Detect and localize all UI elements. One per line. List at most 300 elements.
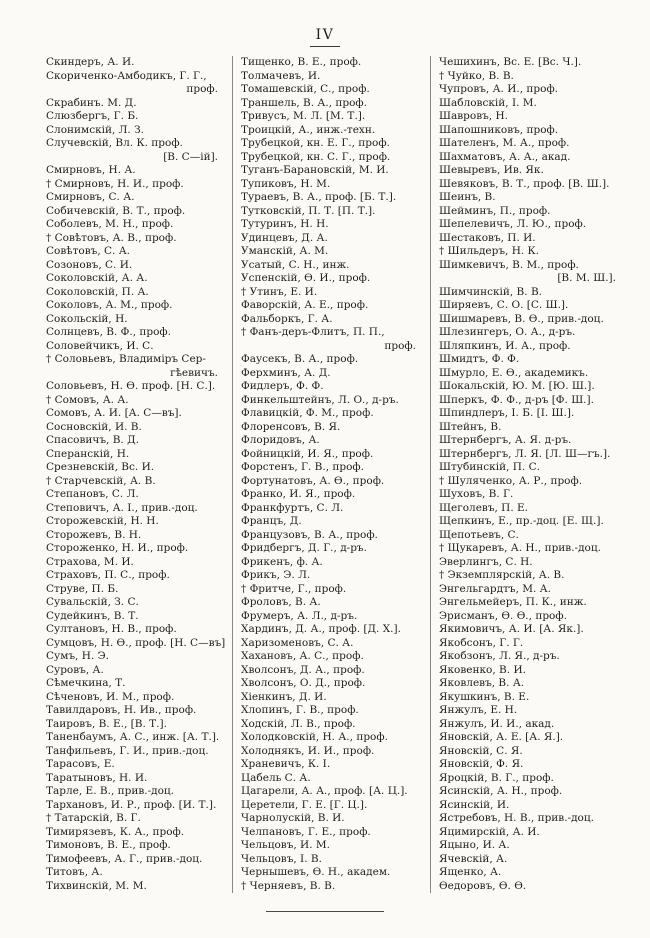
entry-text: Солнцевъ, В. Ф., проф. [46, 326, 171, 338]
entry-text: Сумцовъ, Н. Ѳ., проф. [Н. С—въ] [46, 636, 226, 649]
list-item [241, 596, 430, 610]
list-item [241, 448, 430, 462]
list-item [439, 569, 630, 583]
entry-text: Сѣмечкина, Т. [46, 677, 126, 689]
entry-continuation-text: проф. [186, 83, 218, 95]
list-item [439, 839, 630, 853]
list-item [46, 299, 232, 313]
entry-text: Франко, И. Я., проф. [241, 488, 356, 500]
entry-text: Шимчинскій, В. В. [439, 285, 543, 298]
list-item [46, 353, 232, 380]
list-item [241, 745, 430, 759]
page-number: IV [310, 27, 341, 47]
list-item [439, 826, 630, 840]
list-item [241, 421, 430, 435]
list-item [241, 664, 430, 678]
entry-text: Шмидтъ, Ф. Ф. [439, 353, 520, 365]
entry-text: Штернбергъ, Л. Я. [Л. Ш—гъ.]. [439, 447, 611, 460]
entry-text: Якобзонъ, Л. Я., д-ръ. [439, 650, 560, 662]
list-item [46, 785, 232, 799]
list-item [241, 164, 430, 178]
entry-text: Эверлингъ, С. Н. [439, 555, 533, 568]
list-item [439, 421, 630, 435]
list-item [46, 542, 232, 556]
entry-text: Случевскій, Вл. К. проф. [46, 137, 183, 149]
name-column-2 [232, 56, 430, 893]
entry-text: Собичевскій, В. Т., проф. [46, 204, 186, 217]
entry-text: Совѣтовъ, С. А. [46, 245, 130, 257]
entry-text: Струве, П. Б. [46, 582, 119, 595]
entry-text: Ферхминъ, А. Д. [241, 366, 331, 379]
entry-text: † Шильдеръ, Н. К. [439, 245, 540, 257]
list-item [241, 515, 430, 529]
entry-text: Чернышевъ, Ѳ. Н., академ. [241, 866, 391, 878]
entry-text: Сокольскій, Н. [46, 312, 128, 325]
entry-text: Скориченко-Амбодикъ, Г. Г., [46, 69, 207, 82]
list-item [46, 380, 232, 394]
list-item [439, 164, 630, 178]
entry-text: Сѣченовъ, И. М., проф. [46, 690, 175, 703]
list-item [439, 110, 630, 124]
list-item [439, 380, 630, 394]
entry-text: Таненбаумъ, А. С., инж. [А. Т.]. [46, 731, 220, 743]
list-item [439, 785, 630, 799]
entry-text: † Экземплярскій, А. В. [439, 569, 565, 581]
list-item [439, 691, 630, 705]
list-item [46, 812, 232, 826]
entry-text: Соколовскій, А. А. [46, 272, 148, 284]
entry-text: Хахановъ, А. С., проф. [241, 650, 364, 662]
entry-text: Фрумеръ, А. Л., д-ръ. [241, 609, 358, 622]
entry-text: Созоновъ, С. И. [46, 258, 133, 271]
entry-text: Сторожевъ, В. Н. [46, 528, 142, 541]
list-item [439, 137, 630, 151]
list-item [439, 529, 630, 543]
entry-text: Смирновъ, С. А. [46, 191, 135, 203]
entry-text: Церетели, Г. Е. [Г. Ц.]. [241, 798, 368, 811]
entry-text: Туганъ-Барановскій, М. И. [241, 164, 389, 176]
list-item [241, 124, 430, 138]
entry-text: Штейнъ, В. [439, 420, 502, 433]
list-item [241, 299, 430, 313]
list-item [241, 97, 430, 111]
list-item [439, 502, 630, 516]
entry-text: Шавровъ, Н. [439, 110, 508, 122]
list-item [46, 569, 232, 583]
entry-text: Тутковскій, П. Т. [П. Т.]. [241, 204, 376, 217]
list-item [46, 637, 232, 651]
entry-text: Тимирязевъ, К. А., проф. [46, 825, 185, 838]
list-item [241, 691, 430, 705]
entry-text: Шателенъ, М. А., проф. [439, 137, 570, 149]
entry-text: Тривусъ, М. Л. [М. Т.]. [241, 110, 366, 122]
entry-text: Фроловъ, В. А. [241, 596, 321, 608]
entry-text: Сперанскій, Н. [46, 447, 130, 460]
entry-text: Троицкій, А., инж.-техн. [241, 123, 376, 136]
list-item [241, 502, 430, 516]
list-item [241, 313, 430, 327]
list-item [46, 502, 232, 516]
list-item [46, 461, 232, 475]
list-item [241, 70, 430, 84]
list-item [46, 340, 232, 354]
entry-text: Яроцкій, В. Г., проф. [439, 771, 554, 784]
list-item [46, 97, 232, 111]
entry-text: Тупиковъ, Н. М. [241, 177, 331, 190]
list-item [46, 164, 232, 178]
list-item [46, 758, 232, 772]
entry-text: Хлопинъ, Г. В., проф. [241, 704, 359, 716]
list-item [46, 772, 232, 786]
list-item [241, 799, 430, 813]
list-item [241, 556, 430, 570]
entry-text: Слонимскій, Л. З. [46, 123, 144, 136]
list-item [46, 475, 232, 489]
entry-text: Соловейчикъ, И. С. [46, 339, 154, 352]
entry-text: Шевяковъ, В. Т., проф. [В. Ш.]. [439, 177, 610, 190]
list-item [241, 205, 430, 219]
list-item [241, 272, 430, 286]
list-item [241, 704, 430, 718]
list-item [439, 596, 630, 610]
list-item [241, 488, 430, 502]
entry-text: Яновскій, А. Е. [А. Я.]. [439, 731, 564, 743]
entry-text: Штернбергъ, А. Я. д-ръ. [439, 434, 572, 446]
list-item [241, 785, 430, 799]
list-item [439, 731, 630, 745]
entry-text: Цагарели, А. А., проф. [А. Ц.]. [241, 785, 408, 797]
entry-text: Храневичъ, К. І. [241, 758, 331, 770]
list-item [241, 218, 430, 232]
list-item [46, 434, 232, 448]
entry-text: Флоренсовъ, В. Я. [241, 420, 341, 433]
list-item [439, 488, 630, 502]
list-item [241, 650, 430, 664]
list-item [46, 191, 232, 205]
entry-text: Томашевскій, С., проф. [241, 83, 370, 95]
entry-text: Срезневскій, Вс. И. [46, 461, 155, 473]
entry-text: Судейкинъ, В. Т. [46, 609, 139, 622]
entry-text: Тищенко, В. Е., проф. [241, 56, 362, 68]
list-item [439, 218, 630, 232]
list-item [439, 232, 630, 246]
list-item [241, 880, 430, 894]
list-item [46, 596, 232, 610]
entry-text: Хардинъ, Д. А., проф. [Д. Х.]. [241, 623, 401, 635]
list-item [241, 529, 430, 543]
entry-text: Харизоменовъ, С. А. [241, 636, 354, 649]
entry-text: † Смирновъ, Н. И., проф. [46, 177, 184, 190]
entry-text: Шестаковъ, П. И. [439, 231, 536, 244]
entry-text: † Соловьевъ, Владиміръ Сер- [46, 353, 206, 365]
entry-text: Энгельгардтъ, М. А. [439, 582, 551, 595]
entry-text: Яцимирскій, А. И. [439, 825, 540, 838]
entry-text: Якушкинъ, В. Е. [439, 690, 530, 703]
entry-text: Ячевскій, А. [439, 852, 508, 865]
list-item [241, 137, 430, 151]
entry-text: Сувальскій, З. С. [46, 596, 139, 608]
entry-text: Усатый, С. Н., инж. [241, 258, 350, 271]
entry-text: Сторожевскій, Н. Н. [46, 515, 159, 527]
entry-text: Хволсонъ, Д. А., проф. [241, 663, 365, 676]
list-item [46, 556, 232, 570]
list-item [439, 853, 630, 867]
entry-text: Янжулъ, Е. Н. [439, 704, 518, 716]
list-item [439, 97, 630, 111]
entry-text: Фридбергъ, Д. Г., д-ръ. [241, 542, 367, 554]
list-item [439, 394, 630, 408]
list-item [241, 286, 430, 300]
entry-text: Фрикенъ, ф. А. [241, 555, 323, 568]
entry-text: Шуховъ, В. Г. [439, 488, 514, 500]
entry-text: Таратыновъ, Н. И. [46, 771, 148, 784]
list-item [241, 475, 430, 489]
entry-text: Успенскій, Ѳ. И., проф. [241, 272, 371, 284]
entry-text: Шокальскій, Ю. М. [Ю. Ш.]. [439, 380, 595, 392]
entry-text: Сосновскій, И. В. [46, 420, 142, 433]
entry-text: Степановъ, С. Л. [46, 488, 139, 500]
list-item [241, 394, 430, 408]
list-item [46, 313, 232, 327]
list-item [439, 475, 630, 489]
list-item [46, 866, 232, 880]
list-item [439, 461, 630, 475]
list-item [241, 83, 430, 97]
entry-text: Хіенкинъ, Д. И. [241, 690, 327, 703]
list-item [241, 407, 430, 421]
list-item [46, 448, 232, 462]
entry-text: Султановъ, Н. В., проф. [46, 623, 177, 635]
list-item [439, 326, 630, 340]
entry-text: † Шуляченко, А. Р., проф. [439, 474, 583, 487]
list-item [46, 259, 232, 273]
entry-text: Холоднякъ, И. И., проф. [241, 744, 375, 757]
entry-text: Шапошниковъ, проф. [439, 123, 559, 136]
list-item [439, 56, 630, 70]
entry-text: Тимофеевъ, А. Г., прив.-доц. [46, 852, 203, 865]
list-item [241, 353, 430, 367]
entry-text: Щепотьевъ, С. [439, 528, 519, 541]
entry-text: Янжулъ, И. И., акад. [439, 717, 555, 730]
list-item [241, 461, 430, 475]
entry-text: Тавилдаровъ, Н. Ив., проф. [46, 704, 197, 716]
entry-text: Эрисманъ, Ѳ. Ѳ., проф. [439, 609, 567, 622]
list-item [241, 110, 430, 124]
entry-text: Франкфуртъ, С. Л. [241, 501, 344, 514]
list-item [46, 691, 232, 705]
entry-text: Шабловскій, І. М. [439, 96, 537, 109]
list-item [46, 745, 232, 759]
list-item [439, 205, 630, 219]
list-item [46, 650, 232, 664]
list-item [439, 191, 630, 205]
list-item [46, 137, 232, 164]
list-item [241, 853, 430, 867]
list-item [46, 610, 232, 624]
entry-text: Хволсонъ, О. Д., проф. [241, 677, 366, 689]
list-item [46, 232, 232, 246]
list-item [241, 178, 430, 192]
list-item [439, 83, 630, 97]
list-item [439, 124, 630, 138]
entry-text: Фаусекъ, В. А., проф. [241, 353, 359, 365]
list-item [46, 704, 232, 718]
entry-continuation-text: [В. С—ій]. [163, 150, 218, 163]
list-item [439, 704, 630, 718]
entry-text: Яновскій, С. Я. [439, 744, 523, 757]
contributor-name-list [46, 56, 630, 893]
list-item [241, 56, 430, 70]
entry-text: Фортунатовъ, А. Ѳ., проф. [241, 474, 385, 487]
entry-text: Шмурло, Е. Ѳ., академикъ. [439, 366, 589, 379]
entry-text: Флоридовъ, А. [241, 434, 320, 446]
entry-text: Тарле, Е. В., прив.-доц. [46, 785, 175, 797]
entry-text: Удинцевъ, Д. А. [241, 231, 328, 244]
entry-text: Ястребовъ, Н. В., прив.-доц. [439, 812, 594, 824]
list-item [241, 623, 430, 637]
entry-text: Ясинскій, А. Н., проф. [439, 785, 563, 797]
list-item [439, 583, 630, 597]
list-item [46, 245, 232, 259]
list-item [439, 367, 630, 381]
entry-text: Энгельмейеръ, П. К., инж. [439, 596, 587, 608]
entry-text: Титовъ, А. [46, 866, 103, 878]
list-item [46, 394, 232, 408]
list-item [439, 353, 630, 367]
list-item [46, 488, 232, 502]
list-item [241, 380, 430, 394]
entry-text: Сумъ, Н. Э. [46, 650, 109, 662]
footer-rule [266, 911, 384, 912]
list-item [46, 583, 232, 597]
list-item [439, 259, 630, 286]
list-item [439, 718, 630, 732]
list-item [241, 866, 430, 880]
entry-text: Цабель С. А. [241, 771, 311, 784]
list-item [241, 826, 430, 840]
list-item [439, 515, 630, 529]
entry-text: Чупровъ, А. И., проф. [439, 83, 558, 95]
entry-text: † Совѣтовъ, А. В., проф. [46, 231, 177, 244]
entry-text: Фидлеръ, Ф. Ф. [241, 380, 324, 392]
entry-text: Ященко, А. [439, 866, 502, 878]
list-item [46, 272, 232, 286]
list-item [439, 286, 630, 300]
entry-text: Чельцовъ, І. В. [241, 852, 322, 865]
list-item [439, 866, 630, 880]
entry-text: Холодковскій, Н. А., проф. [241, 731, 388, 743]
entry-text: Уманскій, А. М. [241, 245, 329, 257]
entry-text: Скрабинъ. М. Д. [46, 96, 137, 109]
entry-text: Чешихинъ, Вс. Е. [Вс. Ч.]. [439, 56, 582, 68]
list-item [46, 623, 232, 637]
entry-text: Ясинскій, И. [439, 798, 510, 811]
entry-text: Соколовскій, П. А. [46, 285, 149, 298]
list-item [439, 434, 630, 448]
entry-text: Яковлевъ, В. А. [439, 677, 525, 689]
list-item [439, 340, 630, 354]
entry-text: † Татарскій, В. Г. [46, 812, 141, 824]
list-item [439, 178, 630, 192]
entry-text: Скиндеръ, А. И. [46, 56, 135, 68]
entry-text: Штубинскій, П. С. [439, 461, 540, 473]
entry-text: Фальборкъ, Г. А. [241, 312, 333, 325]
entry-text: Шляпкинъ, И. А., проф. [439, 339, 571, 352]
list-item [439, 313, 630, 327]
entry-text: Шепелевичъ, Л. Ю., проф. [439, 218, 587, 230]
list-item [46, 826, 232, 840]
entry-text: Ходскій, Л. В., проф. [241, 717, 356, 730]
entry-text: Фрикъ, Э. Л. [241, 569, 311, 581]
list-item [241, 637, 430, 651]
list-item [46, 218, 232, 232]
list-item [241, 731, 430, 745]
list-item [46, 407, 232, 421]
list-item [241, 232, 430, 246]
entry-text: Суровъ, А. [46, 663, 104, 676]
entry-text: Шевыревъ, Ив. Як. [439, 164, 544, 176]
list-item [439, 677, 630, 691]
list-item [439, 664, 630, 678]
name-column-1 [46, 56, 232, 893]
list-item [46, 326, 232, 340]
entry-continuation-text: гѣевичъ. [170, 366, 218, 379]
list-item [439, 637, 630, 651]
list-item [439, 542, 630, 556]
list-item [241, 326, 430, 353]
list-item [46, 70, 232, 97]
entry-text: Чарнолускій, В. И. [241, 812, 345, 824]
list-item [46, 56, 232, 70]
entry-text: Финкельштейнъ, Л. О., д-ръ. [241, 393, 399, 406]
entry-text: Флавицкій, Ф. М., проф. [241, 407, 374, 419]
entry-continuation-text: [В. М. Ш.]. [557, 272, 616, 284]
list-item [241, 677, 430, 691]
list-item [46, 205, 232, 219]
entry-text: Таировъ, В. Е., [В. Т.]. [46, 717, 167, 730]
entry-text: Шлезингеръ, О. А., д-ръ. [439, 326, 576, 338]
entry-text: Шперкъ, Ф. Ф., д-ръ [Ф. Ш.]. [439, 393, 594, 406]
name-column-3 [430, 56, 630, 893]
entry-text: † Щукаревъ, А. Н., прив.-доц. [439, 542, 601, 554]
entry-text: Стороженко, Н. И., проф. [46, 542, 189, 554]
entry-text: Спасовичъ, В. Д. [46, 434, 139, 446]
list-item [439, 407, 630, 421]
entry-text: Трубецкой, кн. Е. Г., проф. [241, 137, 390, 149]
list-item [439, 151, 630, 165]
page-header [0, 24, 650, 47]
entry-text: Ѳедоровъ, Ѳ. Ѳ. [439, 879, 527, 892]
list-item [46, 677, 232, 691]
entry-text: Соловьевъ, Н. Ѳ. проф. [Н. С.]. [46, 380, 216, 392]
entry-text: Соболевъ, М. Н., проф. [46, 218, 174, 230]
list-item [241, 718, 430, 732]
entry-text: † Утинъ, Е. И. [241, 285, 318, 298]
entry-text: Ширяевъ, С. О. [С. Ш.]. [439, 299, 569, 311]
entry-text: Щепкинъ, Е., пр.-доц. [Е. Щ.]. [439, 515, 604, 527]
entry-text: Шимкевичъ, В. М., проф. [439, 258, 579, 271]
entry-text: Шпиндлеръ, І. Б. [І. Ш.]. [439, 407, 575, 419]
list-item [439, 650, 630, 664]
entry-text: † Сомовъ, А. А. [46, 393, 129, 406]
entry-text: † Фанъ-деръ-Флитъ, П. П., [241, 326, 385, 338]
entry-text: † Чуйко, В. В. [439, 69, 514, 82]
entry-text: † Черняевъ, В. В. [241, 879, 336, 892]
list-item [241, 812, 430, 826]
list-item [241, 583, 430, 597]
list-item [241, 151, 430, 165]
list-item [46, 853, 232, 867]
